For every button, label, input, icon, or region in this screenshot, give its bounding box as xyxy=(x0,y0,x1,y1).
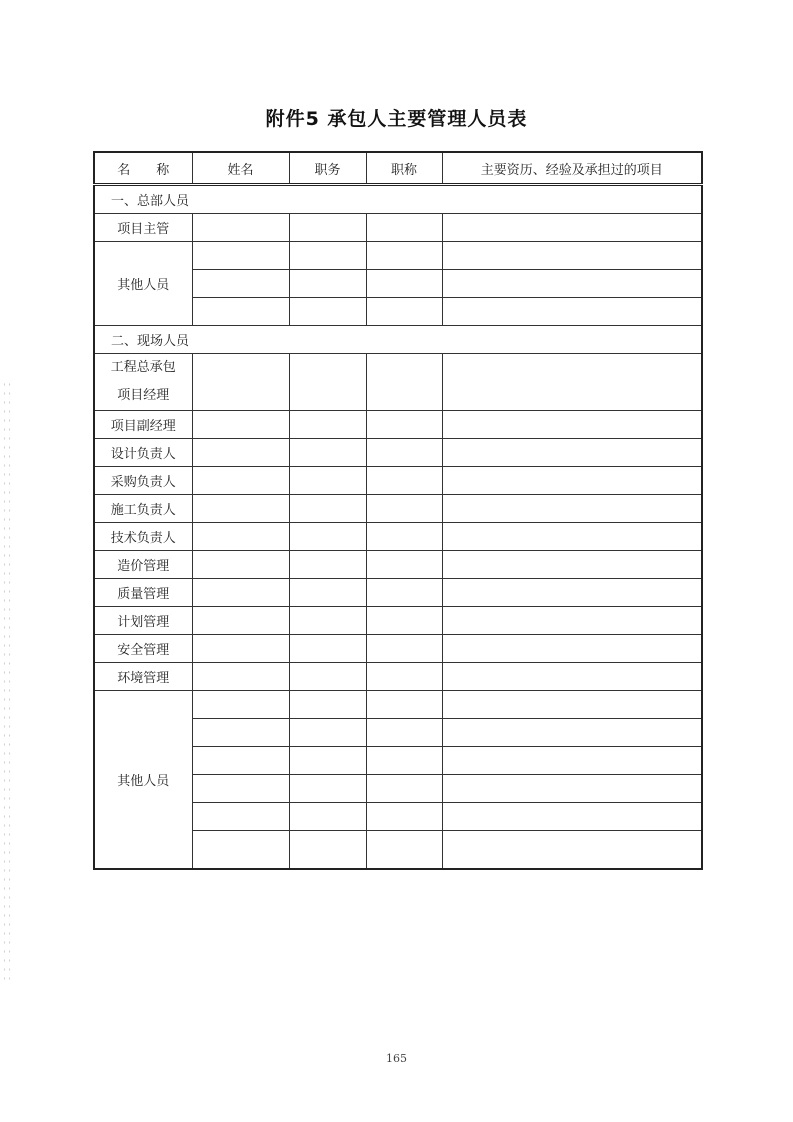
table-row xyxy=(94,242,702,270)
scan-speckle xyxy=(2,380,12,980)
table-cell[interactable] xyxy=(442,635,702,663)
table-cell[interactable] xyxy=(289,467,366,495)
personnel-table xyxy=(93,151,703,870)
table-cell[interactable] xyxy=(192,635,289,663)
table-cell[interactable] xyxy=(442,719,702,747)
table-cell[interactable] xyxy=(442,354,702,411)
table-cell[interactable] xyxy=(192,775,289,803)
row-label: 安全管理 xyxy=(94,635,192,663)
table-cell[interactable] xyxy=(192,551,289,579)
row-label: 质量管理 xyxy=(94,579,192,607)
header-name: 名 称 xyxy=(94,152,192,185)
table-cell[interactable] xyxy=(289,214,366,242)
table-cell[interactable] xyxy=(442,663,702,691)
row-label: 其他人员 xyxy=(94,242,192,326)
section-hq-label: 一、总部人员 xyxy=(94,185,702,214)
table-cell[interactable] xyxy=(442,803,702,831)
table-cell[interactable] xyxy=(289,803,366,831)
table-cell[interactable] xyxy=(442,467,702,495)
table-row xyxy=(94,214,702,242)
table-cell[interactable] xyxy=(289,439,366,467)
table-cell[interactable] xyxy=(192,270,289,298)
table-cell[interactable] xyxy=(366,354,442,411)
table-cell[interactable] xyxy=(192,607,289,635)
table-cell[interactable] xyxy=(192,214,289,242)
table-cell[interactable] xyxy=(192,242,289,270)
table-cell[interactable] xyxy=(289,747,366,775)
table-cell[interactable] xyxy=(442,747,702,775)
table-cell[interactable] xyxy=(366,214,442,242)
table-cell[interactable] xyxy=(192,495,289,523)
table-cell[interactable] xyxy=(366,495,442,523)
table-cell[interactable] xyxy=(289,607,366,635)
table-cell[interactable] xyxy=(289,354,366,411)
table-row xyxy=(94,579,702,607)
table-cell[interactable] xyxy=(192,719,289,747)
table-cell[interactable] xyxy=(289,719,366,747)
table-cell[interactable] xyxy=(366,635,442,663)
row-label: 造价管理 xyxy=(94,551,192,579)
table-cell[interactable] xyxy=(366,747,442,775)
table-cell[interactable] xyxy=(366,298,442,326)
table-cell[interactable] xyxy=(192,298,289,326)
table-cell[interactable] xyxy=(366,242,442,270)
table-cell[interactable] xyxy=(442,775,702,803)
table-cell[interactable] xyxy=(366,663,442,691)
table-row xyxy=(94,551,702,579)
row-label: 施工负责人 xyxy=(94,495,192,523)
section-site-label: 二、现场人员 xyxy=(94,326,702,354)
table-cell[interactable] xyxy=(366,775,442,803)
table-cell[interactable] xyxy=(366,411,442,439)
table-cell[interactable] xyxy=(366,439,442,467)
table-cell[interactable] xyxy=(192,663,289,691)
table-cell[interactable] xyxy=(366,607,442,635)
header-title: 职称 xyxy=(366,152,442,185)
table-cell[interactable] xyxy=(192,579,289,607)
table-cell[interactable] xyxy=(442,607,702,635)
table-cell[interactable] xyxy=(289,831,366,870)
table-cell[interactable] xyxy=(192,467,289,495)
table-cell[interactable] xyxy=(192,439,289,467)
table-cell[interactable] xyxy=(289,242,366,270)
table-cell[interactable] xyxy=(442,523,702,551)
table-cell[interactable] xyxy=(366,270,442,298)
row-label: 项目主管 xyxy=(94,214,192,242)
table-cell[interactable] xyxy=(366,803,442,831)
table-cell[interactable] xyxy=(192,831,289,870)
table-cell[interactable] xyxy=(366,691,442,719)
table-row xyxy=(94,635,702,663)
table-cell[interactable] xyxy=(192,747,289,775)
table-cell[interactable] xyxy=(442,439,702,467)
table-cell[interactable] xyxy=(192,523,289,551)
table-cell[interactable] xyxy=(289,691,366,719)
table-cell[interactable] xyxy=(289,663,366,691)
table-cell[interactable] xyxy=(289,523,366,551)
table-cell[interactable] xyxy=(192,803,289,831)
table-cell[interactable] xyxy=(366,579,442,607)
header-experience: 主要资历、经验及承担过的项目 xyxy=(442,152,702,185)
table-cell[interactable] xyxy=(289,270,366,298)
table-cell[interactable] xyxy=(442,551,702,579)
table-cell[interactable] xyxy=(289,551,366,579)
row-label: 技术负责人 xyxy=(94,523,192,551)
row-label-project-manager xyxy=(94,354,192,411)
table-cell[interactable] xyxy=(442,691,702,719)
page-title: 附件5 承包人主要管理人员表 xyxy=(265,108,528,130)
table-row xyxy=(94,663,702,691)
row-label: 采购负责人 xyxy=(94,467,192,495)
section-row xyxy=(94,185,702,214)
table-row xyxy=(94,354,702,411)
row-label: 其他人员 xyxy=(94,691,192,870)
table-row xyxy=(94,607,702,635)
table-cell[interactable] xyxy=(442,579,702,607)
table-cell[interactable] xyxy=(289,635,366,663)
table-cell[interactable] xyxy=(442,242,702,270)
row-label-line: 工程总承包 xyxy=(110,360,176,375)
table-cell[interactable] xyxy=(442,495,702,523)
table-cell[interactable] xyxy=(442,214,702,242)
table-cell[interactable] xyxy=(289,495,366,523)
row-label-line: 项目经理 xyxy=(117,388,170,403)
table-cell[interactable] xyxy=(366,719,442,747)
page-number: 165 xyxy=(386,1052,407,1065)
table-cell[interactable] xyxy=(366,551,442,579)
table-cell[interactable] xyxy=(366,831,442,870)
table-cell[interactable] xyxy=(366,467,442,495)
table-row xyxy=(94,523,702,551)
table-cell[interactable] xyxy=(442,298,702,326)
table-cell[interactable] xyxy=(442,831,702,870)
row-label: 环境管理 xyxy=(94,663,192,691)
table-row xyxy=(94,411,702,439)
table-cell[interactable] xyxy=(192,691,289,719)
section-row xyxy=(94,326,702,354)
header-person: 姓名 xyxy=(192,152,289,185)
table-cell[interactable] xyxy=(366,523,442,551)
table-cell[interactable] xyxy=(289,579,366,607)
table-header-row xyxy=(94,152,702,185)
header-position: 职务 xyxy=(289,152,366,185)
table-cell[interactable] xyxy=(289,775,366,803)
table-cell[interactable] xyxy=(192,354,289,411)
table-row xyxy=(94,439,702,467)
row-label: 设计负责人 xyxy=(94,439,192,467)
table-cell[interactable] xyxy=(192,411,289,439)
table-row xyxy=(94,691,702,719)
table-cell[interactable] xyxy=(289,298,366,326)
table-cell[interactable] xyxy=(289,411,366,439)
table-row xyxy=(94,467,702,495)
table-row xyxy=(94,495,702,523)
row-label: 计划管理 xyxy=(94,607,192,635)
table-cell[interactable] xyxy=(442,270,702,298)
table-cell[interactable] xyxy=(442,411,702,439)
row-label: 项目副经理 xyxy=(94,411,192,439)
